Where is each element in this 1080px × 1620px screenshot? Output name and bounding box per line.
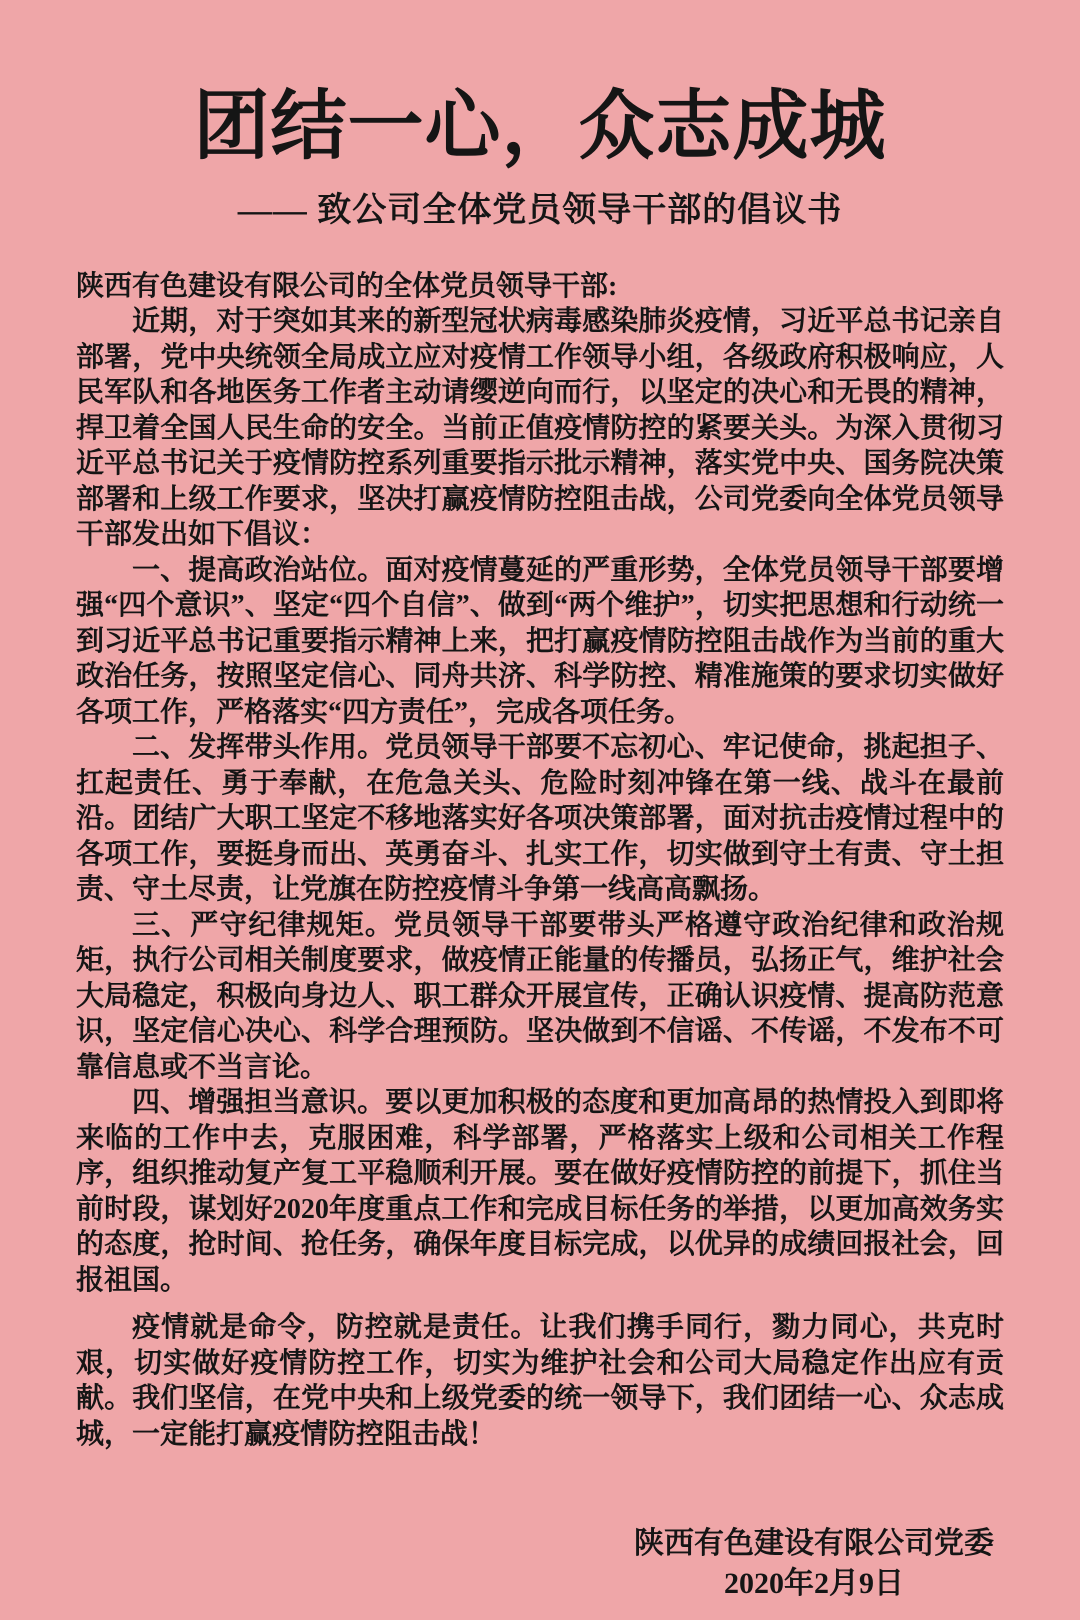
paragraph-item-2: 二、发挥带头作用。党员领导干部要不忘初心、牢记使命，挑起担子、扛起责任、勇于奉献，在危急关头、危险时刻冲锋在第一线、战斗在最前沿。团结广大职工坚定不移地落实好各项决策部署，面对抗击疫情过程中的各项工作，要挺身而出、英勇奋斗、扎实工作，切实做到守土有责、守土担责、守土尽责，让党旗在防控疫情斗争第一线高高飘扬。	[76, 732, 1004, 906]
paragraph-closing: 疫情就是命令，防控就是责任。让我们携手同行，勠力同心，共克时艰，切实做好疫情防控工作，切实为维护社会和公司大局稳定作出应有贡献。我们坚信，在党中央和上级党委的统一领导下，我们团结一心、众志成城，一定能打赢疫情防控阻击战！	[76, 1312, 1004, 1450]
paragraph-item-4: 四、增强担当意识。要以更加积极的态度和更加高昂的热情投入到即将来临的工作中去，克服困难，科学部署，严格落实上级和公司相关工作程序，组织推动复产复工平稳顺利开展。要在做好疫情防控的前提下，抓住当前时段，谋划好2020年度重点工作和完成目标任务的举措，以更加高效务实的态度，抢时间、抢任务，确保年度目标完成，以优异的成绩回报社会，回报祖国。	[76, 1087, 1004, 1296]
date: 2020年2月9日	[724, 1567, 904, 1601]
document-title: 团结一心，众志成城	[193, 85, 887, 169]
document-subtitle: —— 致公司全体党员领导干部的倡议书	[237, 191, 843, 229]
signature: 陕西有色建设有限公司党委	[634, 1527, 994, 1561]
salutation: 陕西有色建设有限公司的全体党员领导干部:	[76, 270, 618, 302]
signature-block	[76, 1524, 1004, 1604]
paragraph-intro: 近期，对于突如其来的新型冠状病毒感染肺炎疫情，习近平总书记亲自部署，党中央统领全局成立应对疫情工作领导小组，各级政府积极响应，人民军队和各地医务工作者主动请缨逆向而行，以坚定的决心和无畏的精神，捍卫着全国人民生命的安全。当前正值疫情防控的紧要关头。为深入贯彻习近平总书记关于疫情防控系列重要指示批示精神，落实党中央、国务院决策部署和上级工作要求，坚决打赢疫情防控阻击战，公司党委向全体党员领导干部发出如下倡议：	[76, 306, 1004, 551]
paragraph-item-3: 三、严守纪律规矩。党员领导干部要带头严格遵守政治纪律和政治规矩，执行公司相关制度要求，做疫情正能量的传播员，弘扬正气，维护社会大局稳定，积极向身边人、职工群众开展宣传，正确认识疫情、提高防范意识，坚定信心决心、科学合理预防。坚决做到不信谣、不传谣，不发布不可靠信息或不当言论。	[76, 909, 1004, 1083]
paragraph-item-1: 一、提高政治站位。面对疫情蔓延的严重形势，全体党员领导干部要增强“四个意识”、坚定“四个自信”、做到“两个维护”，切实把思想和行动统一到习近平总书记重要指示精神上来，把打赢疫情防控阻击战作为当前的重大政治任务，按照坚定信心、同舟共济、科学防控、精准施策的要求切实做好各项工作，严格落实“四方责任”，完成各项任务。	[76, 554, 1004, 728]
document-body	[76, 269, 1004, 1453]
